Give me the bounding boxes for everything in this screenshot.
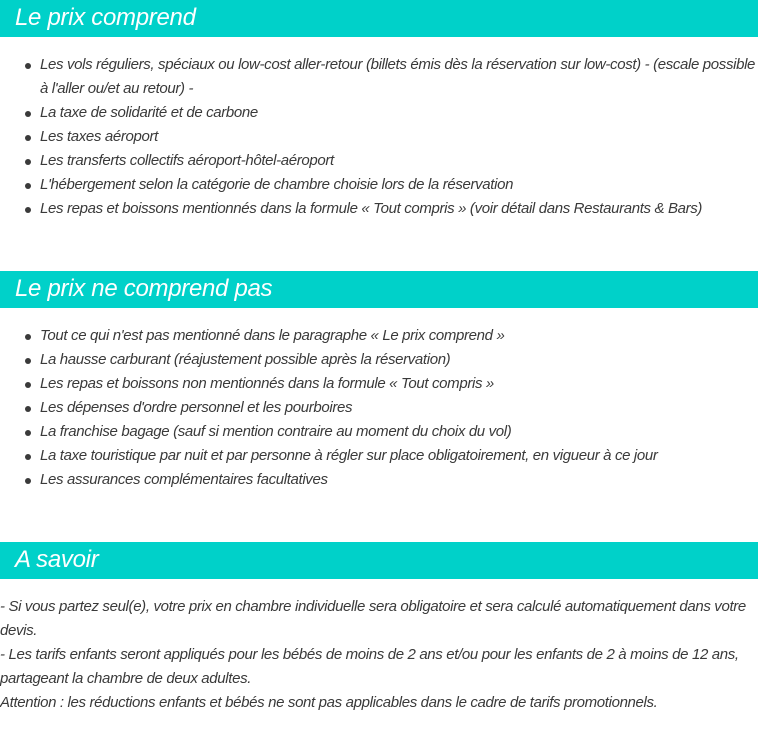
- bullet-icon: [25, 135, 31, 141]
- section-title-not-included: Le prix ne comprend pas: [15, 275, 273, 302]
- not-included-list: [0, 324, 758, 492]
- bullet-icon: [25, 382, 31, 388]
- list-item: Les vols réguliers, spéciaux ou low-cost aller-retour (billets émis dès la réservation sur low-cost) - (escale possible à l'aller ou/et au retour) -: [0, 53, 758, 101]
- list-item: Les taxes aéroport: [0, 125, 758, 149]
- bullet-icon: [25, 63, 31, 69]
- list-item: L'hébergement selon la catégorie de chambre choisie lors de la réservation: [0, 173, 758, 197]
- section-title-included: Le prix comprend: [15, 4, 196, 31]
- list-item: Les assurances complémentaires facultatives: [0, 468, 758, 492]
- bullet-icon: [25, 454, 31, 460]
- bullet-icon: [25, 406, 31, 412]
- bullet-icon: [25, 159, 31, 165]
- good-to-know-text: [0, 595, 758, 715]
- list-item: La hausse carburant (réajustement possible après la réservation): [0, 348, 758, 372]
- info-paragraph: Attention : les réductions enfants et bébés ne sont pas applicables dans le cadre de tarifs promotionnels.: [0, 694, 658, 711]
- list-item: Les repas et boissons mentionnés dans la formule « Tout compris » (voir détail dans Restaurants & Bars): [0, 197, 758, 221]
- bullet-icon: [25, 207, 31, 213]
- list-item: Les transferts collectifs aéroport-hôtel-aéroport: [0, 149, 758, 173]
- list-item: La franchise bagage (sauf si mention contraire au moment du choix du vol): [0, 420, 758, 444]
- info-paragraph: - Si vous partez seul(e), votre prix en chambre individuelle sera obligatoire et sera calculé automatiquement dans votre devis.: [0, 598, 746, 639]
- list-item: Les dépenses d'ordre personnel et les pourboires: [0, 396, 758, 420]
- section-header-good-to-know: [0, 542, 758, 579]
- list-item: La taxe touristique par nuit et par personne à régler sur place obligatoirement, en vigueur à ce jour: [0, 444, 758, 468]
- bullet-icon: [25, 183, 31, 189]
- list-item: Tout ce qui n'est pas mentionné dans le paragraphe « Le prix comprend »: [0, 324, 758, 348]
- included-list: [0, 53, 758, 221]
- list-item: Les repas et boissons non mentionnés dans la formule « Tout compris »: [0, 372, 758, 396]
- section-title-good-to-know: A savoir: [15, 546, 99, 573]
- bullet-icon: [25, 334, 31, 340]
- section-header-not-included: [0, 271, 758, 308]
- info-paragraph: - Les tarifs enfants seront appliqués pour les bébés de moins de 2 ans et/ou pour les enfants de 2 à moins de 12 ans, partageant la chambre de deux adultes.: [0, 646, 739, 687]
- bullet-icon: [25, 111, 31, 117]
- bullet-icon: [25, 358, 31, 364]
- bullet-icon: [25, 478, 31, 484]
- section-header-included: [0, 0, 758, 37]
- bullet-icon: [25, 430, 31, 436]
- list-item: La taxe de solidarité et de carbone: [0, 101, 758, 125]
